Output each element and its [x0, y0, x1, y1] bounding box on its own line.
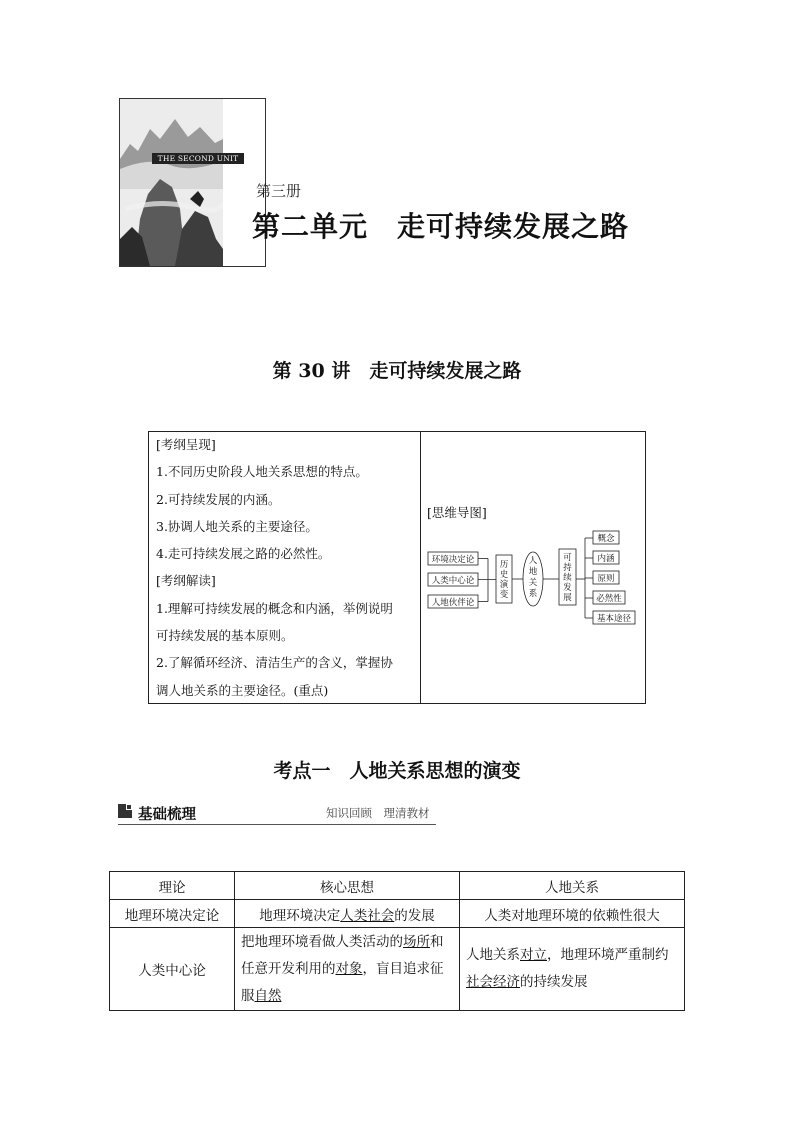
mm-left-label: 环境决定论	[431, 555, 475, 565]
theory-cell: 地理环境决定论	[110, 900, 235, 928]
mm-sd-char: 续	[563, 573, 572, 583]
underlined-answer: 场所	[403, 933, 430, 950]
mountain-landscape-image	[120, 99, 223, 266]
syllabus-divider	[420, 431, 421, 704]
table-header: 核心思想	[235, 872, 460, 900]
book-label: 第三册	[256, 182, 302, 200]
unit-title: 第二单元 走可持续发展之路	[252, 210, 630, 243]
table-row	[110, 900, 685, 928]
mm-history-char: 变	[499, 590, 509, 600]
underlined-answer: 自然	[254, 987, 282, 1004]
cell-text: 和任意开发利用的	[241, 933, 444, 977]
core-cell	[235, 928, 460, 1011]
present-item: 1.不同历史阶段人地关系思想的特点。	[156, 464, 368, 480]
cell-text: 把地理环境看做人类活动的	[241, 933, 403, 950]
mm-left-label: 人类中心论	[431, 576, 475, 586]
underlined-answer: 人类社会	[340, 907, 395, 924]
mm-sd-char: 发	[563, 583, 572, 593]
underlined-answer: 社会经济	[466, 974, 520, 990]
present-heading: [考纲呈现]	[156, 437, 216, 452]
unit-english-label: THE SECOND UNIT	[152, 153, 244, 164]
cell-text: ，盲目追求征服	[241, 960, 444, 1004]
cell-text: 地理环境决定	[259, 907, 341, 924]
core-cell	[235, 900, 460, 928]
section-title: 基础梳理	[138, 807, 196, 823]
mm-history-char: 演	[499, 580, 509, 590]
cell-text: 人地关系	[466, 947, 520, 963]
mm-right-label: 必然性	[596, 594, 622, 604]
mm-sd-char: 可	[563, 553, 572, 563]
section-subtitle: 知识回顾 理清教材	[326, 806, 430, 820]
mm-right-label: 概念	[597, 534, 615, 544]
relation-cell	[460, 900, 685, 928]
mm-right-label: 基本途径	[596, 614, 632, 624]
syllabus-text	[156, 431, 418, 704]
section-rule	[118, 824, 436, 825]
underlined-answer: 对象	[335, 960, 363, 977]
theory-table	[109, 871, 685, 1011]
underlined-answer: 对立	[520, 947, 547, 963]
mm-history-char: 史	[499, 570, 509, 580]
section-square-icon	[118, 804, 132, 818]
mm-center-char: 人	[528, 556, 538, 566]
table-header: 人地关系	[460, 872, 685, 900]
mind-map	[425, 525, 641, 635]
mind-map-diagram	[425, 525, 641, 635]
cell-text: ，地理环境严重制约	[547, 947, 669, 963]
theory-cell: 人类中心论	[110, 928, 235, 1011]
interpret-line: 2.了解循环经济、清洁生产的含义，掌握协	[156, 655, 393, 671]
mm-right-label: 原则	[597, 574, 615, 584]
interpret-line: 可持续发展的基本原则。	[156, 628, 294, 644]
present-item: 2.可持续发展的内涵。	[156, 491, 281, 507]
mm-center-char: 地	[528, 567, 538, 577]
mindmap-heading: [思维导图]	[427, 505, 487, 520]
mm-right-label: 内涵	[597, 554, 615, 564]
mm-history-char: 历	[499, 560, 509, 570]
mm-center-char: 关	[528, 578, 538, 588]
mm-sd-char: 展	[563, 593, 572, 603]
topic-title: 考点一 人地关系思想的演变	[273, 760, 521, 782]
relation-cell	[460, 928, 685, 1011]
present-item: 4.走可持续发展之路的必然性。	[156, 546, 331, 562]
mountain-illustration	[120, 99, 223, 266]
cell-text: 的发展	[394, 907, 435, 924]
lecture-title: 第 30 讲 走可持续发展之路	[272, 360, 522, 382]
mm-center-char: 系	[528, 589, 538, 599]
table-row	[110, 928, 685, 1011]
cell-text: 的持续发展	[520, 974, 588, 990]
mm-left-label: 人地伙伴论	[431, 598, 475, 608]
mm-sd-char: 持	[563, 563, 572, 573]
interpret-heading: [考纲解读]	[156, 573, 216, 589]
interpret-line: 1.理解可持续发展的概念和内涵，举例说明	[156, 600, 393, 616]
table-header-row	[110, 872, 685, 900]
cell-text: 人类对地理环境的依赖性很大	[484, 907, 660, 924]
present-item: 3.协调人地关系的主要途径。	[156, 518, 318, 534]
table-header: 理论	[110, 872, 235, 900]
interpret-line: 调人地关系的主要途径。(重点)	[156, 682, 329, 698]
